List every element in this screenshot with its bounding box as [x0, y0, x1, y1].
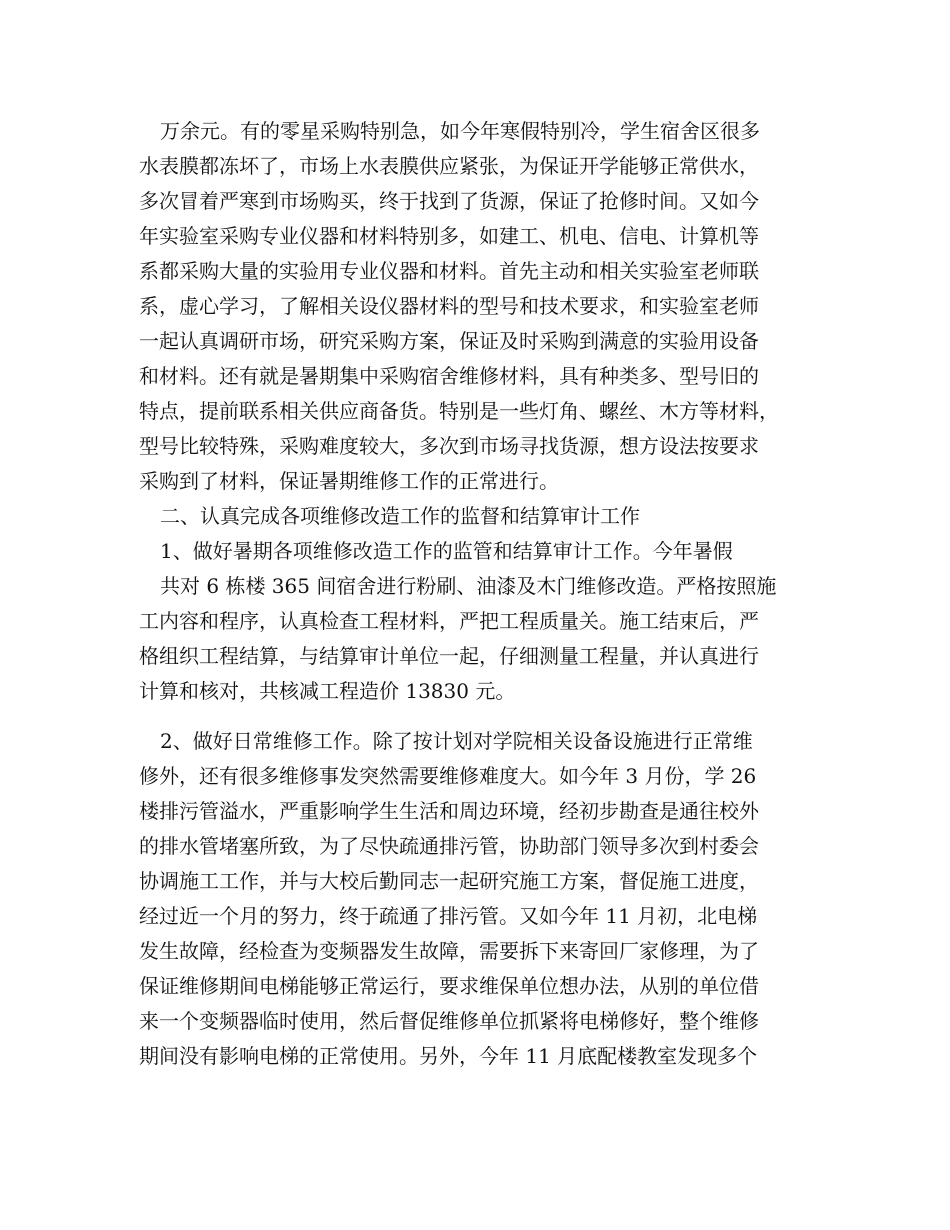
text-line: 系都采购大量的实验用专业仪器和材料。首先主动和相关实验室老师联 [139, 259, 759, 283]
text-line: 共对 6 栋楼 365 间宿舍进行粉刷、油漆及木门维修改造。严格按照施 [160, 574, 777, 598]
text-line: 工内容和程序，认真检查工程材料，严把工程质量关。施工结束后，严 [139, 609, 759, 633]
text-line: 万余元。有的零星采购特别急，如今年寒假特别冷，学生宿舍区很多 [160, 119, 760, 143]
text-line: 系，虚心学习，了解相关设仪器材料的型号和技术要求，和实验室老师 [139, 294, 759, 318]
text-line: 多次冒着严寒到市场购买，终于找到了货源，保证了抢修时间。又如今 [139, 189, 759, 213]
text-line: 协调施工工作，并与大校后勤同志一起研究施工方案，督促施工进度， [139, 869, 759, 893]
text-line: 经过近一个月的努力，终于疏通了排污管。又如今年 11 月初，北电梯 [139, 904, 758, 928]
text-line: 和材料。还有就是暑期集中采购宿舍维修材料，具有种类多、型号旧的 [139, 364, 759, 388]
text-line: 发生故障，经检查为变频器发生故障，需要拆下来寄回厂家修理，为了 [139, 939, 759, 963]
text-line: 格组织工程结算，与结算审计单位一起，仔细测量工程量，并认真进行 [139, 644, 759, 668]
text-line: 采购到了材料，保证暑期维修工作的正常进行。 [139, 469, 559, 493]
text-line: 型号比较特殊，采购难度较大，多次到市场寻找货源，想方设法按要求 [139, 434, 759, 458]
text-line: 2、做好日常维修工作。除了按计划对学院相关设备设施进行正常维 [160, 729, 753, 753]
text-line: 年实验室采购专业仪器和材料特别多，如建工、机电、信电、计算机等 [139, 224, 759, 248]
text-line: 修外，还有很多维修事发突然需要维修难度大。如今年 3 月份，学 26 [139, 764, 757, 788]
text-line: 期间没有影响电梯的正常使用。另外，今年 11 月底配楼教室发现多个 [139, 1044, 758, 1068]
text-line: 的排水管堵塞所致，为了尽快疏通排污管，协助部门领导多次到村委会 [139, 834, 759, 858]
text-line: 一起认真调研市场，研究采购方案，保证及时采购到满意的实验用设备 [139, 329, 759, 353]
text-line: 计算和核对，共核减工程造价 13830 元。 [139, 679, 516, 703]
text-line: 来一个变频器临时使用，然后督促维修单位抓紧将电梯修好，整个维修 [139, 1009, 759, 1033]
text-line: 保证维修期间电梯能够正常运行，要求维保单位想办法，从别的单位借 [139, 974, 759, 998]
text-line: 1、做好暑期各项维修改造工作的监管和结算审计工作。今年暑假 [160, 539, 733, 563]
text-line: 楼排污管溢水，严重影响学生生活和周边环境，经初步勘查是通往校外 [139, 799, 759, 823]
section-heading: 二、认真完成各项维修改造工作的监督和结算审计工作 [160, 504, 640, 528]
text-line: 水表膜都冻坏了，市场上水表膜供应紧张，为保证开学能够正常供水， [139, 154, 759, 178]
text-line: 特点，提前联系相关供应商备货。特别是一些灯角、螺丝、木方等材料， [139, 399, 779, 423]
